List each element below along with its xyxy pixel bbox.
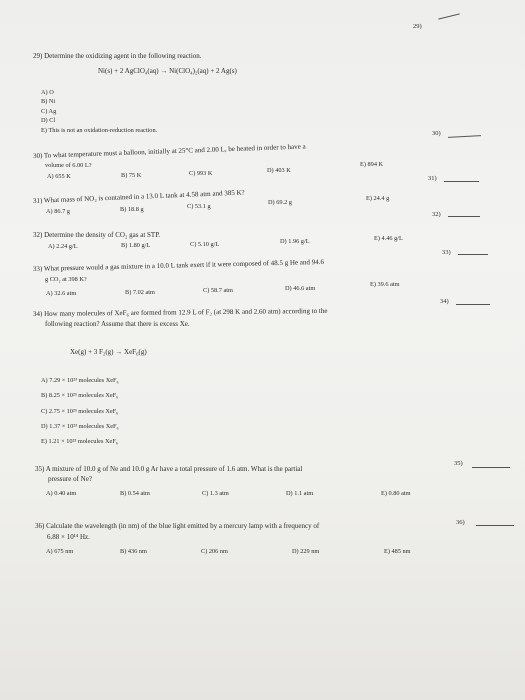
question-33-number: 33) xyxy=(442,249,451,256)
question-31-number: 31) xyxy=(428,175,437,182)
question-35-stem: 35) A mixture of 10.0 g of Ne and 10.0 g Ar have a total pressure of 1.6 atm. What is the partial xyxy=(35,465,303,473)
question-34-reaction: Xe(g) + 3 F₂(g) → XeF₆(g) xyxy=(70,348,147,356)
question-29-stem: 29) Determine the oxidizing agent in the following reaction. xyxy=(33,52,202,60)
q36-choice-a: A) 675 nm xyxy=(46,548,74,555)
question-36-stem-cont: 6.88 × 10¹⁴ Hz. xyxy=(47,533,90,541)
question-29-reaction: Ni(s) + 2 AgClO₄(aq) → Ni(ClO₄)₂(aq) + 2 Ag(s) xyxy=(98,67,237,75)
q31-choice-e: E) 24.4 g xyxy=(366,195,390,202)
q31-choice-c: C) 53.1 g xyxy=(187,203,211,210)
q31-choice-b: B) 18.8 g xyxy=(120,206,144,213)
question-34-stem-cont: following reaction? Assume that there is excess Xe. xyxy=(45,320,190,328)
q30-choice-c: C) 993 K xyxy=(189,170,213,177)
question-30-stem: 30) To what temperature must a balloon, initially at 25°C and 2.00 L, be heated in order to have a xyxy=(32,142,306,160)
q35-choice-b: B) 0.54 atm xyxy=(120,490,150,497)
q33-choice-d: D) 46.6 atm xyxy=(285,285,316,292)
q35-choice-e: E) 0.80 atm xyxy=(381,490,411,497)
question-35-stem-cont: pressure of Ne? xyxy=(48,475,92,483)
page-question-number: 29) xyxy=(413,23,422,30)
answer-blank xyxy=(472,467,510,468)
q33-choice-e: E) 39.6 atm xyxy=(370,281,400,288)
answer-blank xyxy=(458,254,488,255)
q29-choice-a: A) O xyxy=(41,89,54,96)
answer-blank xyxy=(456,304,490,305)
question-31-stem: 31) What mass of NO₂ is contained in a 13.0 L tank at 4.58 atm and 385 K? xyxy=(32,188,245,205)
q34-choice-b: B) 8.25 × 10²³ molecules XeF₆ xyxy=(41,392,119,399)
q31-choice-d: D) 69.2 g xyxy=(268,199,292,206)
q29-choice-b: B) Ni xyxy=(41,98,56,105)
q35-choice-c: C) 1.3 atm xyxy=(202,490,229,497)
question-32-number: 32) xyxy=(432,211,441,218)
q30-choice-a: A) 655 K xyxy=(47,173,71,180)
q32-choice-b: B) 1.80 g/L xyxy=(121,242,151,249)
question-34-number: 34) xyxy=(440,298,449,305)
q30-choice-e: E) 894 K xyxy=(360,161,384,168)
question-33-stem-cont: g CO₂ at 398 K? xyxy=(45,276,87,283)
q35-choice-d: D) 1.1 atm xyxy=(286,490,314,497)
question-34-stem: 34) How many molecules of XeF₆ are formed from 12.9 L of F₂ (at 298 K and 2.60 atm) according to the xyxy=(32,306,328,318)
q34-choice-c: C) 2.75 × 10²³ molecules XeF₆ xyxy=(41,408,119,415)
q33-choice-b: B) 7.02 atm xyxy=(125,289,155,296)
q35-choice-a: A) 0.40 atm xyxy=(46,490,77,497)
q32-choice-a: A) 2.24 g/L xyxy=(48,243,78,250)
q36-choice-e: E) 485 nm xyxy=(384,548,411,555)
q36-choice-c: C) 206 nm xyxy=(201,548,228,555)
q36-choice-b: B) 436 nm xyxy=(120,548,147,555)
q32-choice-c: C) 5.10 g/L xyxy=(190,241,220,248)
q34-choice-e: E) 1.21 × 10²³ molecules XeF₆ xyxy=(41,438,119,445)
answer-blank xyxy=(476,525,514,526)
q36-choice-d: D) 229 nm xyxy=(292,548,320,555)
q32-choice-d: D) 1.96 g/L xyxy=(280,238,310,245)
question-36-number: 36) xyxy=(456,519,465,526)
q31-choice-a: A) 86.7 g xyxy=(46,208,70,215)
answer-blank xyxy=(444,181,479,182)
question-30-number: 30) xyxy=(432,130,441,137)
q30-choice-b: B) 75 K xyxy=(121,172,142,179)
q34-choice-a: A) 7.29 × 10²³ molecules XeF₆ xyxy=(41,377,119,384)
answer-blank xyxy=(448,135,481,138)
q33-choice-c: C) 58.7 atm xyxy=(203,287,233,294)
question-30-stem-cont: volume of 6.00 L? xyxy=(45,162,92,169)
q32-choice-e: E) 4.46 g/L xyxy=(374,235,403,242)
q29-choice-c: C) Ag xyxy=(41,108,57,115)
question-32-stem: 32) Determine the density of CO₂ gas at STP. xyxy=(33,231,161,239)
question-36-stem: 36) Calculate the wavelength (in nm) of the blue light emitted by a mercury lamp with a frequency of xyxy=(35,522,320,530)
answer-blank xyxy=(438,13,460,19)
q29-choice-e: E) This is not an oxidation-reduction reaction. xyxy=(41,127,158,134)
question-33-stem: 33) What pressure would a gas mixture in a 10.0 L tank exert if it were composed of 48.5 g He and 94.6 xyxy=(32,257,325,273)
q30-choice-d: D) 403 K xyxy=(267,167,291,174)
answer-blank xyxy=(448,216,480,217)
question-35-number: 35) xyxy=(454,460,463,467)
q33-choice-a: A) 32.6 atm xyxy=(46,290,77,297)
q29-choice-d: D) Cl xyxy=(41,117,56,124)
q34-choice-d: D) 1.37 × 10²³ molecules XeF₆ xyxy=(41,423,119,430)
